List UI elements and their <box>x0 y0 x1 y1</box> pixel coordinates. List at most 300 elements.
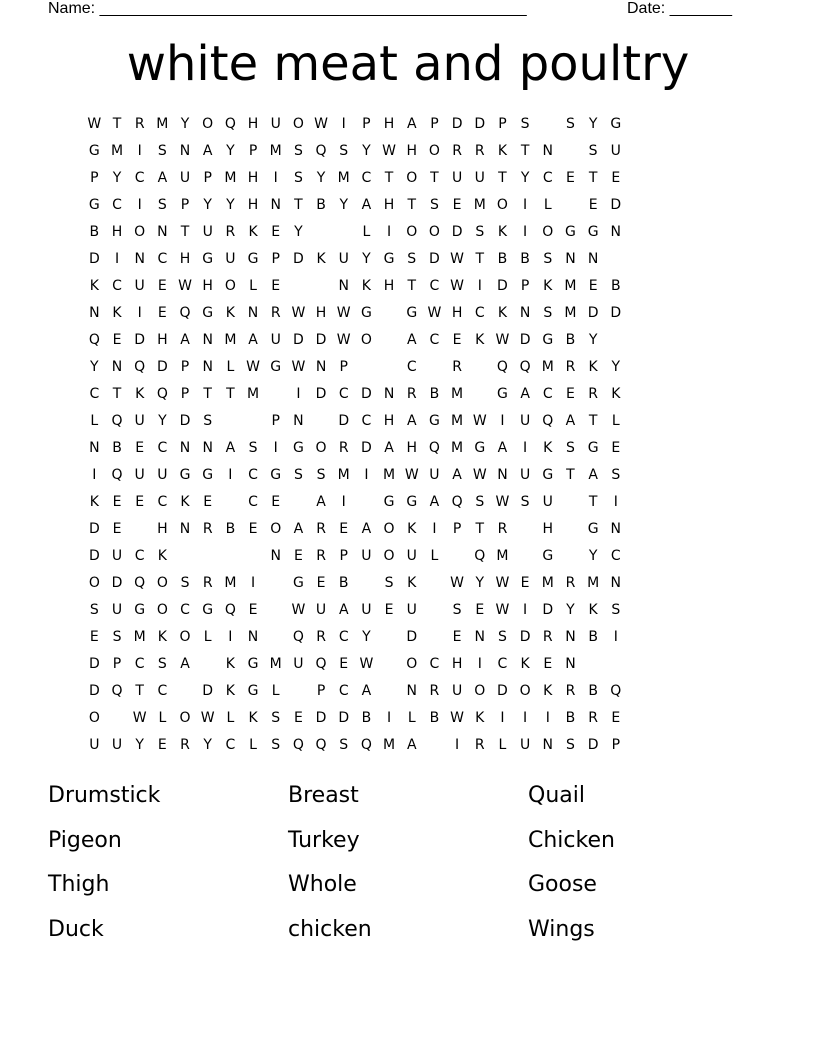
grid-cell[interactable] <box>242 408 265 435</box>
grid-cell[interactable]: N <box>315 359 327 375</box>
grid-cell[interactable]: B <box>316 197 326 213</box>
grid-cell[interactable]: E <box>293 548 303 564</box>
grid-cell[interactable] <box>287 678 310 705</box>
grid-cell[interactable]: I <box>523 602 528 618</box>
grid-cell[interactable]: K <box>543 440 553 456</box>
grid-cell[interactable]: G <box>406 305 418 321</box>
grid-cell[interactable]: B <box>225 521 236 537</box>
grid-cell[interactable] <box>536 111 559 138</box>
grid-cell[interactable]: W <box>200 710 215 726</box>
grid-cell[interactable]: Y <box>475 575 485 591</box>
grid-cell[interactable]: O <box>406 224 418 240</box>
grid-cell[interactable]: E <box>384 602 394 618</box>
grid-cell[interactable]: M <box>337 170 350 186</box>
grid-cell[interactable]: Q <box>134 575 146 591</box>
grid-cell[interactable]: O <box>474 683 486 699</box>
grid-cell[interactable]: N <box>610 575 622 591</box>
grid-cell[interactable]: A <box>361 197 372 213</box>
grid-cell[interactable]: N <box>157 224 168 240</box>
grid-cell[interactable]: G <box>134 602 146 618</box>
grid-cell[interactable]: G <box>587 224 599 240</box>
grid-cell[interactable]: N <box>179 440 191 456</box>
grid-cell[interactable] <box>559 516 582 543</box>
grid-cell[interactable]: K <box>475 332 485 348</box>
grid-cell[interactable]: O <box>315 440 327 456</box>
grid-cell[interactable]: D <box>542 602 554 618</box>
grid-cell[interactable]: B <box>429 710 440 726</box>
grid-cell[interactable]: C <box>134 170 145 186</box>
grid-cell[interactable]: I <box>137 305 142 321</box>
grid-cell[interactable]: C <box>542 386 553 402</box>
grid-cell[interactable]: C <box>248 494 258 510</box>
grid-cell[interactable]: S <box>497 629 507 645</box>
grid-cell[interactable]: P <box>112 656 122 672</box>
grid-cell[interactable] <box>196 651 219 678</box>
grid-cell[interactable]: D <box>315 332 327 348</box>
grid-cell[interactable]: L <box>226 710 235 726</box>
grid-cell[interactable]: D <box>88 548 100 564</box>
grid-cell[interactable] <box>604 651 627 678</box>
grid-cell[interactable]: S <box>588 143 598 159</box>
grid-cell[interactable]: Q <box>496 359 508 375</box>
grid-cell[interactable] <box>355 489 378 516</box>
grid-cell[interactable]: N <box>293 413 304 429</box>
grid-cell[interactable]: T <box>566 467 575 483</box>
grid-cell[interactable]: E <box>271 224 281 240</box>
grid-cell[interactable]: Q <box>315 656 327 672</box>
grid-cell[interactable]: N <box>202 332 213 348</box>
grid-cell[interactable]: M <box>451 440 464 456</box>
grid-cell[interactable]: G <box>88 143 100 159</box>
grid-cell[interactable]: E <box>339 656 349 672</box>
grid-cell[interactable]: U <box>111 548 123 564</box>
grid-cell[interactable]: S <box>339 737 349 753</box>
grid-cell[interactable]: E <box>316 575 326 591</box>
grid-cell[interactable]: N <box>111 359 123 375</box>
grid-cell[interactable]: A <box>293 521 304 537</box>
grid-cell[interactable]: A <box>406 737 417 753</box>
grid-cell[interactable]: H <box>247 116 259 132</box>
grid-cell[interactable]: T <box>475 251 485 267</box>
grid-cell[interactable]: U <box>519 467 531 483</box>
grid-cell[interactable]: U <box>474 170 485 186</box>
grid-cell[interactable]: S <box>611 467 621 483</box>
grid-cell[interactable]: R <box>452 359 462 375</box>
grid-cell[interactable]: S <box>611 602 621 618</box>
grid-cell[interactable]: U <box>361 602 372 618</box>
grid-cell[interactable]: Q <box>292 629 304 645</box>
grid-cell[interactable]: L <box>249 278 257 294</box>
grid-cell[interactable]: A <box>497 440 508 456</box>
grid-cell[interactable]: O <box>383 548 395 564</box>
grid-cell[interactable]: O <box>496 197 508 213</box>
grid-cell[interactable]: R <box>225 224 236 240</box>
grid-cell[interactable]: S <box>475 494 485 510</box>
grid-cell[interactable]: G <box>202 305 214 321</box>
grid-cell[interactable]: U <box>519 413 531 429</box>
grid-cell[interactable]: N <box>565 251 576 267</box>
grid-cell[interactable]: L <box>498 737 507 753</box>
grid-cell[interactable]: P <box>339 359 348 375</box>
grid-cell[interactable]: C <box>89 386 100 402</box>
grid-cell[interactable]: S <box>157 197 167 213</box>
grid-cell[interactable]: K <box>497 143 508 159</box>
grid-cell[interactable]: S <box>293 143 303 159</box>
grid-cell[interactable]: Q <box>428 440 440 456</box>
grid-cell[interactable]: T <box>384 170 394 186</box>
grid-cell[interactable]: E <box>157 278 167 294</box>
grid-cell[interactable]: D <box>610 197 622 213</box>
grid-cell[interactable]: Y <box>588 332 598 348</box>
grid-cell[interactable]: U <box>89 737 100 753</box>
grid-cell[interactable]: M <box>133 629 146 645</box>
grid-cell[interactable]: W <box>404 467 419 483</box>
grid-cell[interactable]: H <box>202 278 213 294</box>
date-field-label[interactable]: Date: _______ <box>627 0 732 17</box>
grid-cell[interactable]: K <box>89 494 99 510</box>
grid-cell[interactable]: Q <box>360 737 372 753</box>
grid-cell[interactable]: N <box>89 305 100 321</box>
grid-cell[interactable]: Q <box>111 413 123 429</box>
grid-cell[interactable]: G <box>360 305 372 321</box>
grid-cell[interactable] <box>264 624 287 651</box>
grid-cell[interactable]: M <box>541 359 554 375</box>
grid-cell[interactable]: W <box>427 305 442 321</box>
grid-cell[interactable]: D <box>406 629 418 645</box>
grid-cell[interactable]: G <box>179 467 191 483</box>
grid-cell[interactable]: U <box>610 143 621 159</box>
grid-cell[interactable]: Q <box>224 602 236 618</box>
grid-cell[interactable]: S <box>271 710 281 726</box>
grid-cell[interactable]: R <box>542 629 553 645</box>
grid-cell[interactable] <box>582 651 605 678</box>
grid-cell[interactable]: T <box>135 683 144 699</box>
grid-cell[interactable]: S <box>429 197 439 213</box>
grid-cell[interactable]: K <box>475 710 485 726</box>
grid-cell[interactable]: U <box>361 548 372 564</box>
grid-cell[interactable]: S <box>543 251 553 267</box>
grid-cell[interactable]: E <box>203 494 213 510</box>
grid-cell[interactable]: N <box>406 683 417 699</box>
grid-cell[interactable]: Q <box>134 359 146 375</box>
grid-cell[interactable]: E <box>588 278 598 294</box>
grid-cell[interactable]: Y <box>112 170 122 186</box>
grid-cell[interactable]: A <box>520 386 530 402</box>
grid-cell[interactable]: H <box>179 251 191 267</box>
grid-cell[interactable]: E <box>543 656 553 672</box>
grid-cell[interactable]: E <box>339 521 349 537</box>
grid-cell[interactable]: U <box>157 467 168 483</box>
grid-cell[interactable]: N <box>587 251 599 267</box>
grid-cell[interactable]: L <box>543 197 552 213</box>
grid-cell[interactable]: S <box>384 575 394 591</box>
grid-cell[interactable]: W <box>336 332 351 348</box>
grid-cell[interactable] <box>310 408 333 435</box>
grid-cell[interactable]: G <box>542 332 554 348</box>
grid-cell[interactable]: D <box>202 683 214 699</box>
grid-cell[interactable]: U <box>111 737 123 753</box>
grid-cell[interactable]: I <box>273 440 278 456</box>
grid-cell[interactable] <box>514 516 537 543</box>
grid-cell[interactable]: I <box>228 467 233 483</box>
grid-cell[interactable]: D <box>610 305 622 321</box>
grid-cell[interactable]: G <box>497 386 508 402</box>
grid-cell[interactable]: P <box>203 170 212 186</box>
grid-cell[interactable]: E <box>566 170 575 186</box>
grid-cell[interactable]: I <box>114 251 120 267</box>
grid-cell[interactable]: N <box>89 440 100 456</box>
grid-cell[interactable]: W <box>495 332 510 348</box>
grid-cell[interactable]: M <box>224 332 237 348</box>
grid-cell[interactable]: R <box>474 143 485 159</box>
grid-cell[interactable]: Y <box>588 548 598 564</box>
grid-cell[interactable]: W <box>291 602 306 618</box>
grid-cell[interactable] <box>287 273 310 300</box>
grid-cell[interactable]: W <box>382 143 396 159</box>
grid-cell[interactable]: D <box>587 737 599 753</box>
grid-cell[interactable] <box>468 381 491 408</box>
grid-cell[interactable]: O <box>428 143 440 159</box>
grid-cell[interactable]: M <box>451 413 464 429</box>
grid-cell[interactable]: W <box>246 359 260 375</box>
grid-cell[interactable]: U <box>270 116 281 132</box>
grid-cell[interactable]: H <box>383 413 395 429</box>
grid-cell[interactable]: N <box>565 629 576 645</box>
grid-cell[interactable]: S <box>339 143 349 159</box>
grid-cell[interactable]: O <box>179 710 191 726</box>
grid-cell[interactable]: U <box>134 467 145 483</box>
grid-cell[interactable]: K <box>157 548 167 564</box>
grid-cell[interactable]: I <box>613 629 618 645</box>
grid-cell[interactable]: G <box>610 116 622 132</box>
grid-cell[interactable]: S <box>271 737 281 753</box>
grid-cell[interactable]: O <box>202 116 214 132</box>
grid-cell[interactable]: R <box>180 737 190 753</box>
grid-cell[interactable]: D <box>156 359 168 375</box>
grid-cell[interactable]: E <box>112 332 122 348</box>
grid-cell[interactable]: N <box>179 521 191 537</box>
grid-cell[interactable]: K <box>520 656 530 672</box>
grid-cell[interactable]: D <box>338 710 350 726</box>
grid-cell[interactable]: C <box>157 251 168 267</box>
grid-cell[interactable]: O <box>406 656 418 672</box>
grid-cell[interactable]: D <box>361 440 372 456</box>
grid-cell[interactable]: D <box>179 413 191 429</box>
grid-cell[interactable]: C <box>134 656 145 672</box>
grid-cell[interactable]: S <box>566 737 575 753</box>
grid-cell[interactable]: C <box>474 305 485 321</box>
grid-cell[interactable]: B <box>429 386 440 402</box>
grid-cell[interactable]: I <box>296 386 301 402</box>
grid-cell[interactable]: M <box>269 656 282 672</box>
grid-cell[interactable]: M <box>246 386 260 402</box>
grid-cell[interactable]: W <box>87 116 102 132</box>
grid-cell[interactable]: S <box>452 602 462 618</box>
grid-cell[interactable]: D <box>88 683 100 699</box>
grid-cell[interactable] <box>378 678 401 705</box>
grid-cell[interactable]: Q <box>474 548 486 564</box>
grid-cell[interactable] <box>514 543 537 570</box>
grid-cell[interactable]: M <box>156 116 169 132</box>
grid-cell[interactable] <box>604 246 627 273</box>
name-field-label[interactable]: Name: ________________________________________________ <box>48 0 527 17</box>
grid-cell[interactable]: N <box>542 737 554 753</box>
grid-cell[interactable]: H <box>157 521 168 537</box>
grid-cell[interactable]: G <box>247 683 259 699</box>
grid-cell[interactable]: I <box>545 710 550 726</box>
grid-cell[interactable]: E <box>475 602 485 618</box>
grid-cell[interactable]: N <box>610 224 622 240</box>
grid-cell[interactable]: O <box>406 170 418 186</box>
grid-cell[interactable]: I <box>137 143 142 159</box>
grid-cell[interactable]: E <box>157 305 167 321</box>
grid-cell[interactable]: P <box>611 737 621 753</box>
grid-cell[interactable]: D <box>429 251 440 267</box>
grid-cell[interactable] <box>242 543 265 570</box>
grid-cell[interactable] <box>264 381 287 408</box>
grid-cell[interactable]: H <box>383 116 395 132</box>
grid-cell[interactable]: T <box>180 224 190 240</box>
grid-cell[interactable]: W <box>132 710 147 726</box>
grid-cell[interactable]: G <box>587 521 599 537</box>
grid-cell[interactable]: T <box>226 386 235 402</box>
grid-cell[interactable]: D <box>497 278 508 294</box>
grid-cell[interactable]: Y <box>135 737 144 753</box>
grid-cell[interactable]: D <box>451 116 463 132</box>
grid-cell[interactable]: A <box>429 494 440 510</box>
grid-cell[interactable]: G <box>292 440 304 456</box>
grid-cell[interactable]: P <box>180 197 190 213</box>
grid-cell[interactable]: S <box>475 224 485 240</box>
grid-cell[interactable]: K <box>89 278 99 294</box>
grid-cell[interactable]: I <box>455 737 460 753</box>
grid-cell[interactable]: W <box>472 467 487 483</box>
grid-cell[interactable]: R <box>452 143 462 159</box>
grid-cell[interactable]: S <box>157 656 167 672</box>
grid-cell[interactable]: N <box>247 629 259 645</box>
grid-cell[interactable] <box>423 570 446 597</box>
grid-cell[interactable]: Q <box>315 737 327 753</box>
grid-cell[interactable]: Y <box>226 197 235 213</box>
grid-cell[interactable]: D <box>451 224 463 240</box>
grid-cell[interactable]: C <box>497 656 508 672</box>
grid-cell[interactable]: M <box>451 386 464 402</box>
grid-cell[interactable]: R <box>316 521 326 537</box>
grid-cell[interactable]: O <box>383 521 395 537</box>
grid-cell[interactable]: Y <box>611 359 621 375</box>
grid-cell[interactable]: C <box>361 170 372 186</box>
grid-cell[interactable]: C <box>429 656 440 672</box>
grid-cell[interactable]: P <box>90 170 99 186</box>
grid-cell[interactable]: T <box>112 116 122 132</box>
grid-cell[interactable]: Y <box>158 413 167 429</box>
grid-cell[interactable]: G <box>202 602 214 618</box>
grid-cell[interactable]: M <box>564 278 577 294</box>
grid-cell[interactable] <box>310 219 333 246</box>
grid-cell[interactable]: K <box>225 683 235 699</box>
grid-cell[interactable]: H <box>406 143 417 159</box>
grid-cell[interactable]: D <box>474 116 486 132</box>
grid-cell[interactable] <box>423 597 446 624</box>
grid-cell[interactable]: T <box>475 521 485 537</box>
grid-cell[interactable]: B <box>565 710 576 726</box>
grid-cell[interactable]: N <box>542 143 554 159</box>
grid-cell[interactable] <box>264 570 287 597</box>
grid-cell[interactable]: O <box>428 224 440 240</box>
grid-cell[interactable]: Q <box>88 332 100 348</box>
grid-cell[interactable]: W <box>450 278 464 294</box>
grid-cell[interactable]: Y <box>362 629 371 645</box>
grid-cell[interactable]: C <box>406 359 417 375</box>
grid-cell[interactable]: H <box>247 197 259 213</box>
grid-cell[interactable]: L <box>362 224 371 240</box>
grid-cell[interactable]: G <box>202 251 214 267</box>
grid-cell[interactable]: M <box>383 467 396 483</box>
grid-cell[interactable]: P <box>498 116 507 132</box>
grid-cell[interactable]: B <box>497 251 508 267</box>
grid-cell[interactable]: Y <box>566 602 575 618</box>
grid-cell[interactable]: O <box>156 602 168 618</box>
grid-cell[interactable]: P <box>248 143 258 159</box>
grid-cell[interactable]: R <box>565 575 576 591</box>
grid-cell[interactable]: B <box>588 629 598 645</box>
grid-cell[interactable]: K <box>135 386 145 402</box>
grid-cell[interactable] <box>174 678 197 705</box>
grid-cell[interactable]: U <box>315 602 327 618</box>
grid-cell[interactable]: R <box>497 521 508 537</box>
grid-cell[interactable]: D <box>338 413 350 429</box>
grid-cell[interactable]: D <box>519 332 531 348</box>
grid-cell[interactable]: D <box>315 710 327 726</box>
grid-cell[interactable]: B <box>338 575 349 591</box>
grid-cell[interactable]: L <box>226 359 235 375</box>
grid-cell[interactable]: N <box>270 548 281 564</box>
grid-cell[interactable]: L <box>158 710 167 726</box>
grid-cell[interactable]: I <box>477 278 482 294</box>
grid-cell[interactable]: R <box>270 305 281 321</box>
grid-cell[interactable]: B <box>610 278 621 294</box>
grid-cell[interactable]: I <box>477 656 482 672</box>
grid-cell[interactable]: K <box>497 305 508 321</box>
grid-cell[interactable] <box>196 543 219 570</box>
grid-cell[interactable]: K <box>543 683 553 699</box>
grid-cell[interactable]: R <box>316 548 326 564</box>
grid-cell[interactable]: D <box>292 332 304 348</box>
grid-cell[interactable]: O <box>270 521 282 537</box>
grid-cell[interactable]: I <box>387 710 392 726</box>
grid-cell[interactable] <box>423 624 446 651</box>
grid-cell[interactable]: P <box>316 683 326 699</box>
grid-cell[interactable]: Y <box>588 116 598 132</box>
grid-cell[interactable]: D <box>292 251 304 267</box>
grid-cell[interactable]: H <box>451 656 463 672</box>
grid-cell[interactable] <box>264 597 287 624</box>
grid-cell[interactable]: O <box>360 332 372 348</box>
grid-cell[interactable]: S <box>520 116 530 132</box>
grid-cell[interactable]: T <box>203 386 212 402</box>
grid-cell[interactable] <box>604 327 627 354</box>
grid-cell[interactable]: A <box>406 332 417 348</box>
grid-cell[interactable]: I <box>523 440 528 456</box>
grid-cell[interactable]: Q <box>224 116 236 132</box>
grid-cell[interactable]: M <box>541 575 554 591</box>
grid-cell[interactable]: R <box>316 629 326 645</box>
grid-cell[interactable]: E <box>135 440 145 456</box>
grid-cell[interactable]: Q <box>610 683 622 699</box>
grid-cell[interactable]: G <box>270 467 282 483</box>
grid-cell[interactable]: Y <box>226 143 235 159</box>
grid-cell[interactable]: Y <box>316 170 326 186</box>
